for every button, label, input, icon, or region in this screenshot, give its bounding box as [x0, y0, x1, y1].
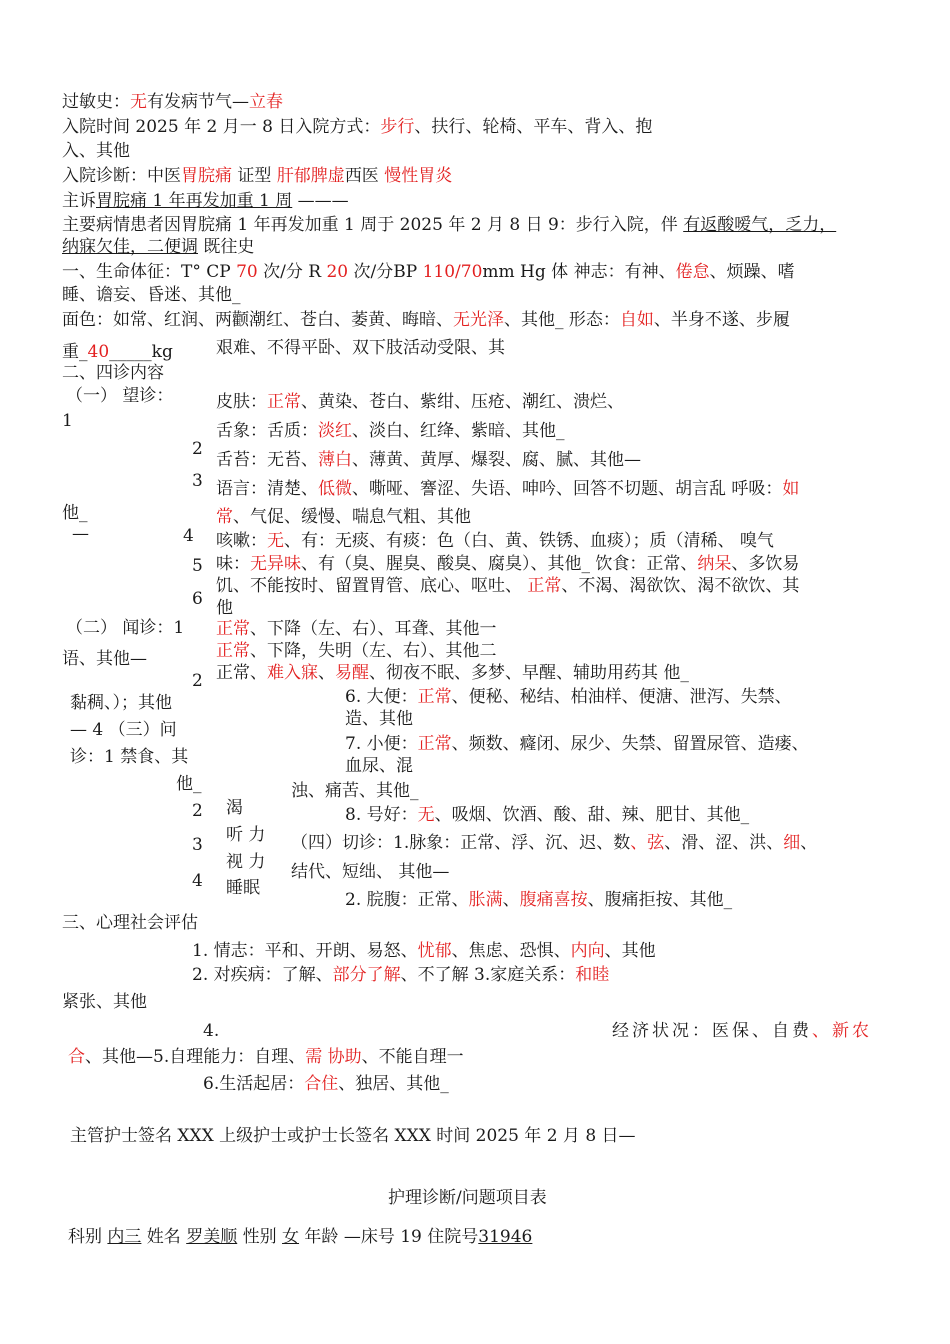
tongue-body-line [216, 420, 565, 442]
urine-line [345, 733, 809, 755]
text-run: 、不能自理一 [361, 1047, 464, 1067]
item-number [192, 555, 203, 577]
auscultation-heading [66, 617, 184, 639]
text-run: 、有：无痰、有痰：色（白、黄、铁锈、血痰）；质（清稀、 嗅气 [284, 531, 774, 551]
text-run: 5 [192, 556, 203, 576]
text-run: 皮肤： [216, 392, 267, 412]
text-run: 、 [502, 890, 520, 910]
psychosocial-heading [62, 912, 198, 934]
underlined-text: 有返酸嗳气，乏力， [683, 215, 837, 235]
text-run: — [72, 524, 89, 544]
text-run: 、下降（左、右）、耳聋、其他一 [250, 619, 497, 639]
item-number [192, 470, 203, 492]
highlighted-text: 难入寐 [267, 663, 318, 683]
text-run: 有发病节气— [147, 92, 249, 112]
text-run: 4. [203, 1021, 220, 1041]
text-run: 、烦躁、嗜 [709, 262, 795, 282]
text-run: 、有（臭、腥臭、酸臭、腐臭）、其他_ 饮食：正常、 [301, 554, 698, 574]
highlighted-text: 和睦 [575, 965, 610, 985]
text-run: 入院时间 2025 年 2 月一 8 日入院方式： [62, 117, 381, 137]
text-run: 黏稠、）；其他 [70, 693, 172, 713]
text-run: 次/分BP [348, 262, 423, 282]
text-run: 护理诊断/问题项目表 [388, 1188, 547, 1208]
highlighted-text: 无异味 [250, 554, 301, 574]
text-run: 、便秘、秘结、柏油样、便溏、泄泻、失禁、 [451, 687, 792, 707]
highlighted-text: 如 [782, 479, 800, 499]
skin-line [216, 391, 624, 413]
text-run: 他 [216, 598, 233, 618]
admission-diagnosis-line [62, 165, 452, 187]
text-run: 舌象：舌质： [216, 421, 318, 441]
text-run: 6 [192, 589, 203, 609]
admission-time-line [62, 116, 652, 138]
highlighted-text: 、弦 [630, 833, 665, 853]
text-run: 紧张、其他 [62, 992, 147, 1012]
family-relation-continued [62, 991, 147, 1013]
underlined-text: 罗美顺 [186, 1227, 238, 1247]
underlined-text: 纳寐欠佳，二便调 [62, 237, 198, 257]
cough-line [216, 530, 774, 552]
self-care-line [68, 1046, 464, 1068]
four-diagnosis-heading [62, 362, 164, 384]
text-run: ——— [292, 191, 349, 211]
text-run: — 4 （三）问 [70, 720, 177, 740]
highlighted-text: 纳呆 [697, 554, 732, 574]
emotion-line [192, 940, 656, 962]
item-number [192, 834, 203, 856]
highlighted-text: 立春 [249, 92, 283, 112]
text-run: _____kg [109, 342, 173, 362]
palpation-pulse-line [291, 832, 817, 854]
item-number [192, 670, 203, 692]
text-run: 三、心理社会评估 [62, 913, 198, 933]
text-run: 2. 脘腹：正常、 [345, 890, 469, 910]
highlighted-text: 慢性胃炎 [384, 166, 453, 186]
hearing-line [216, 618, 497, 640]
stool-line [345, 686, 792, 708]
text-run: 、频数、癃闭、尿少、失禁、留置尿管、造瘘、 [451, 734, 809, 754]
abdomen-line [345, 889, 732, 911]
text-run: 2. 对疾病：了解、 [192, 965, 333, 985]
text-run: 他_ [176, 774, 202, 794]
text-run: 睡眠 [226, 878, 260, 898]
highlighted-text: 低微 [318, 479, 352, 499]
highlighted-text: 正常 [527, 576, 562, 596]
highlighted-text: 、新农 [812, 1021, 872, 1041]
main-condition-line [62, 214, 836, 236]
highlighted-text: 70 [236, 262, 258, 282]
highlighted-text: 正常 [267, 392, 301, 412]
text-run: 、其他 [604, 941, 656, 961]
dash-mark [72, 523, 89, 545]
text-run: 听 力 [226, 825, 266, 845]
thirst-label [226, 797, 243, 819]
text-run: 味： [216, 554, 250, 574]
text-run: 重_ [62, 342, 88, 362]
text-run: 7. 小便： [345, 734, 418, 754]
text-run: 、气促、缓慢、喘息气粗、其他 [233, 507, 471, 527]
text-run: 造、其他 [345, 709, 413, 729]
item-number [192, 870, 203, 892]
tongue-coating-line [216, 449, 641, 471]
text-run: 科别 [68, 1227, 108, 1247]
urine-continued [345, 755, 413, 777]
text-run: 他_ [62, 503, 88, 523]
text-run: 、多饮易 [731, 554, 800, 574]
weight-field [62, 341, 173, 363]
text-run: 正常、 [216, 663, 267, 683]
allergy-line [62, 91, 283, 113]
text-run: 主要病情患者因胃脘痛 1 年再发加重 1 周于 2025 年 2 月 8 日 9：步行入院，伴 [62, 215, 684, 235]
text-run: 6. 大便： [345, 687, 418, 707]
text-run: 2 [192, 671, 203, 691]
highlighted-text: 胀满 [468, 890, 503, 910]
text-run: 3 [192, 835, 203, 855]
text-run: 艰难、不得平卧、双下肢活动受限、其 [216, 338, 505, 358]
highlighted-text: 正常 [216, 619, 250, 639]
text-run: 视 力 [226, 852, 266, 872]
highlighted-text: 肝郁脾虚 [276, 166, 345, 186]
text-run: 主诉 [62, 191, 96, 211]
text-run: 、腹痛拒按、其他_ [587, 890, 733, 910]
text-run: 经济状况：医保、自费 [612, 1021, 812, 1041]
text-run: 、其他—5.自理能力：自理、 [85, 1047, 306, 1067]
highlighted-text: 胃脘痛 [181, 166, 232, 186]
text-run: 饥、不能按时、留置胃管、底心、呕吐、 [216, 576, 528, 596]
highlighted-text: 正常 [417, 687, 452, 707]
underlined-text: 女 [282, 1227, 300, 1247]
text-run: （四）切诊：1.脉象：正常、浮、沉、迟、数 [291, 833, 631, 853]
item-number [203, 1020, 219, 1042]
text-run: 、黄染、苍白、紫绀、压疮、潮红、溃烂、 [301, 392, 624, 412]
economic-status-line [612, 1020, 872, 1042]
highlighted-text: 薄白 [318, 450, 352, 470]
text-run: 姓名 [141, 1227, 187, 1247]
text-run: 1. 情志：平和、开朗、易怒、 [192, 941, 418, 961]
highlighted-text: 合 [68, 1047, 85, 1067]
vision-label [226, 851, 265, 873]
sleep-label [226, 877, 260, 899]
text-run: 1 [62, 411, 73, 431]
patient-info-line [68, 1226, 532, 1248]
item-number [183, 525, 194, 547]
sputum-fragment [70, 692, 172, 714]
pulse-continued [291, 861, 449, 883]
text-run: 4 [183, 526, 194, 546]
text-run: 6.生活起居： [203, 1074, 305, 1094]
speech-other-fragment [62, 648, 147, 670]
sleep-line [216, 662, 689, 684]
text-run: 2 [192, 439, 203, 459]
item-number [192, 800, 203, 822]
inspection-heading [66, 385, 173, 407]
urine-continued-2 [291, 780, 419, 802]
underlined-text: 胃脘痛 1 年再发加重 1 周 [96, 191, 293, 211]
text-run: 入、其他 [62, 141, 130, 161]
vision-line [216, 640, 497, 662]
text-run: 既往史 [198, 237, 255, 257]
text-run: 、焦虑、恐惧、 [451, 941, 571, 961]
gait-continued [216, 337, 505, 359]
text-run: 3 [192, 471, 203, 491]
highlighted-text: 易醒 [335, 663, 369, 683]
highlighted-text: 部分了解 [332, 965, 401, 985]
highlighted-text: 步行 [380, 117, 415, 137]
highlighted-text: 20 [326, 262, 349, 282]
inquiry-item-1 [70, 746, 188, 768]
text-run: （一） 望诊： [66, 386, 174, 406]
highlighted-text: 淡红 [318, 421, 352, 441]
breathing-continued [216, 506, 471, 528]
text-run: 语、其他— [62, 649, 147, 669]
text-run: 二、四诊内容 [62, 363, 164, 383]
stool-continued [345, 708, 413, 730]
other-label [176, 773, 202, 795]
other-label [62, 502, 88, 524]
disease-awareness-line [192, 964, 609, 986]
text-run: 、 [800, 833, 818, 853]
text-run: 、扶行、轮椅、平车、背入、抱 [414, 117, 653, 137]
highlighted-text: 正常 [417, 734, 452, 754]
living-line [203, 1073, 449, 1095]
text-run: 结代、短绌、 其他— [291, 862, 450, 882]
highlighted-text: 无 [417, 805, 435, 825]
text-run: 入院诊断：中医 [62, 166, 181, 186]
text-run: 、 [318, 663, 335, 683]
text-run: 、薄黄、黄厚、爆裂、腐、腻、其他— [352, 450, 641, 470]
text-run: 面色：如常、红润、两颧潮红、苍白、萎黄、晦暗、 [62, 310, 453, 330]
nursing-diagnosis-title [388, 1187, 547, 1209]
text-run: 诊：1 禁食、其 [70, 747, 189, 767]
text-run: 睡、谵妄、昏迷、其他_ [62, 285, 241, 305]
text-run: 证型 [232, 166, 277, 186]
text-run: 语言：清楚、 [216, 479, 318, 499]
text-run: 、不了解 3.家庭关系： [400, 965, 576, 985]
text-run: 4 [192, 871, 203, 891]
text-run: 舌苔：无苔、 [216, 450, 318, 470]
highlighted-text: 40 [87, 342, 110, 362]
text-run: 、其他_ 形态： [504, 310, 620, 330]
text-run: （二） 闻诊：1 [66, 618, 185, 638]
consciousness-continued [62, 284, 241, 306]
highlighted-text: 常 [216, 507, 233, 527]
text-run: 血尿、混 [345, 756, 413, 776]
diet-thirst-line [216, 575, 799, 597]
highlighted-text: 腹痛喜按 [519, 890, 588, 910]
highlighted-text: 无光泽 [453, 310, 504, 330]
text-run: 8. 号好： [345, 805, 418, 825]
text-run: 、滑、涩、洪、 [664, 833, 784, 853]
complexion-line [62, 309, 790, 331]
underlined-text: 内三 [107, 1227, 142, 1247]
text-run: 、吸烟、饮酒、酸、甜、辣、肥甘、其他_ [434, 805, 750, 825]
inquiry-heading [70, 719, 177, 741]
text-run: 年龄 —床号 19 住院号 [299, 1227, 479, 1247]
vital-signs-line [62, 261, 795, 283]
speech-breathing-line [216, 478, 799, 500]
text-run: 、淡白、红绛、紫暗、其他_ [352, 421, 565, 441]
text-run: 浊、痛苦、其他_ [291, 781, 419, 801]
thirst-continued [216, 597, 233, 619]
text-run: 性别 [237, 1227, 283, 1247]
highlighted-text: 无 [130, 92, 147, 112]
text-run: 一、生命体征：T° CP [62, 262, 237, 282]
text-run: 、嘶哑、謇涩、失语、呻吟、回答不切题、胡言乱 呼吸： [352, 479, 783, 499]
highlighted-text: 细 [783, 833, 801, 853]
text-run: 主管护士签名 XXX 上级护士或护士长签名 XXX 时间 2025 年 2 月 8 日— [70, 1126, 636, 1146]
text-run: 过敏史： [62, 92, 130, 112]
highlighted-text: 合住 [304, 1074, 339, 1094]
item-number [192, 588, 203, 610]
text-run: 、独居、其他_ [338, 1074, 449, 1094]
odor-diet-line [216, 553, 799, 575]
text-run: 次/分 R [257, 262, 327, 282]
underlined-text: 31946 [478, 1227, 533, 1247]
text-run: 2 [192, 801, 203, 821]
item-number [192, 438, 203, 460]
chief-complaint-line [62, 190, 349, 212]
highlighted-text: 110/70 [422, 262, 483, 282]
text-run: 、彻夜不眠、多梦、早醒、辅助用药其 他_ [369, 663, 689, 683]
text-run: 西医 [344, 166, 385, 186]
text-run: 咳嗽： [216, 531, 267, 551]
hearing-label [226, 824, 265, 846]
text-run: 、不渴、渴欲饮、渴不欲饮、其 [561, 576, 800, 596]
item-number [62, 410, 73, 432]
highlighted-text: 倦怠 [675, 262, 710, 282]
text-run: 渴 [226, 798, 243, 818]
main-condition-line-2 [62, 236, 254, 258]
text-run: 、下降，失明（左、右）、其他二 [250, 641, 497, 661]
highlighted-text: 自如 [619, 310, 654, 330]
text-run: 、半身不遂、步履 [653, 310, 790, 330]
highlighted-text: 内向 [570, 941, 605, 961]
highlighted-text: 正常 [216, 641, 250, 661]
habits-line [345, 804, 749, 826]
highlighted-text: 需 协助 [305, 1047, 362, 1067]
highlighted-text: 无 [267, 531, 284, 551]
text-run: mm Hg 体 神志：有神、 [482, 262, 676, 282]
highlighted-text: 忧郁 [417, 941, 452, 961]
admission-mode-continued [62, 140, 130, 162]
signature-line [70, 1125, 636, 1147]
